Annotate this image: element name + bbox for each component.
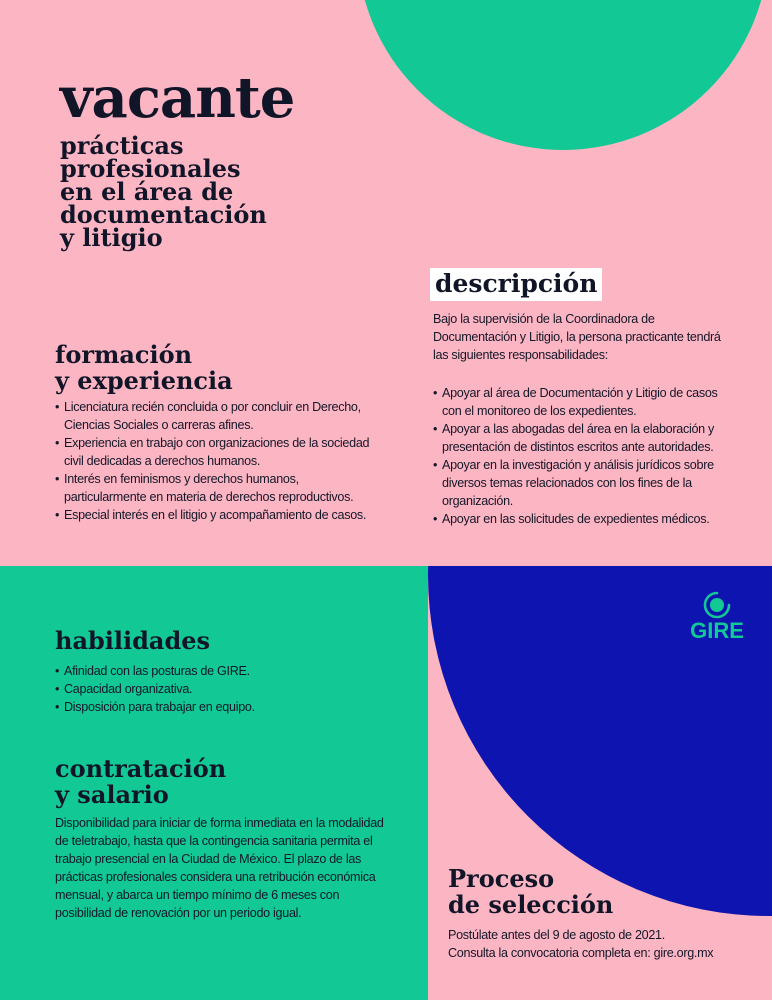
heading-line: de selección — [448, 890, 614, 919]
list-item: • Apoyar al área de Documentación y Litigio de casos con el monitoreo de los expedientes. — [433, 384, 733, 420]
contratacion-heading — [55, 756, 395, 808]
habilidades-list — [55, 662, 385, 716]
descripcion-list — [433, 384, 733, 528]
list-item: • Apoyar a las abogadas del área en la elaboración y presentación de distintos escritos ante autoridades. — [433, 420, 733, 456]
contratacion-section — [55, 756, 395, 922]
list-item: • Apoyar en la investigación y análisis jurídicos sobre diversos temas relacionados con los fines de la organización. — [433, 456, 733, 510]
heading-line: Proceso — [448, 864, 555, 893]
proceso-section — [448, 866, 758, 962]
descripcion-heading-box — [430, 268, 602, 301]
subtitle-line: documentación — [60, 200, 267, 229]
list-item: • Afinidad con las posturas de GIRE. — [55, 662, 385, 680]
subtitle-line: prácticas — [60, 131, 184, 160]
heading-line: y experiencia — [55, 366, 233, 395]
list-item: • Apoyar en las solicitudes de expedientes médicos. — [433, 510, 733, 528]
gire-logo-icon — [702, 590, 732, 620]
logo-text: GIRE — [690, 618, 744, 643]
gire-logo — [685, 590, 749, 642]
proceso-deadline: Postúlate antes del 9 de agosto de 2021. — [448, 928, 665, 942]
descripcion-section — [433, 310, 733, 528]
habilidades-heading: habilidades — [55, 626, 211, 655]
list-item: • Interés en feminismos y derechos humanos, particularmente en materia de derechos reproductivos. — [55, 470, 375, 506]
descripcion-intro: Bajo la supervisión de la Coordinadora de Documentación y Litigio, la persona practicante tendrá las siguientes responsabilidades: — [433, 312, 721, 362]
habilidades-section — [55, 628, 385, 716]
proceso-info: Consulta la convocatoria completa en: gire.org.mx — [448, 946, 714, 960]
list-item: • Capacidad organizativa. — [55, 680, 385, 698]
list-item: • Licenciatura recién concluida o por concluir en Derecho, Ciencias Sociales o carreras afines. — [55, 398, 375, 434]
page-title: vacante — [60, 65, 295, 131]
subtitle-line: y litigio — [60, 223, 163, 252]
list-item: • Especial interés en el litigio y acompañamiento de casos. — [55, 506, 375, 524]
heading-line: formación — [55, 340, 193, 369]
subtitle-line: profesionales — [60, 154, 241, 183]
heading-line: contratación — [55, 754, 227, 783]
formacion-section — [55, 342, 375, 524]
heading-line: y salario — [55, 780, 169, 809]
descripcion-heading: descripción — [435, 269, 598, 298]
subtitle-line: en el área de — [60, 177, 234, 206]
contratacion-text: Disponibilidad para iniciar de forma inmediata en la modalidad de teletrabajo, hasta que la contingencia sanitaria permita el trabajo presencial en la Ciudad de México. El plazo de las prácticas profesionales considera una retribución económica mensual, y abarca un tiempo mínimo de 6 meses con posibilidad de renovación por un periodo igual. — [55, 816, 384, 920]
formacion-list — [55, 398, 375, 524]
list-item: • Experiencia en trabajo con organizaciones de la sociedad civil dedicadas a derechos humanos. — [55, 434, 375, 470]
proceso-heading — [448, 866, 758, 918]
list-item: • Disposición para trabajar en equipo. — [55, 698, 385, 716]
formacion-heading — [55, 342, 375, 394]
page-subtitle — [60, 131, 267, 252]
